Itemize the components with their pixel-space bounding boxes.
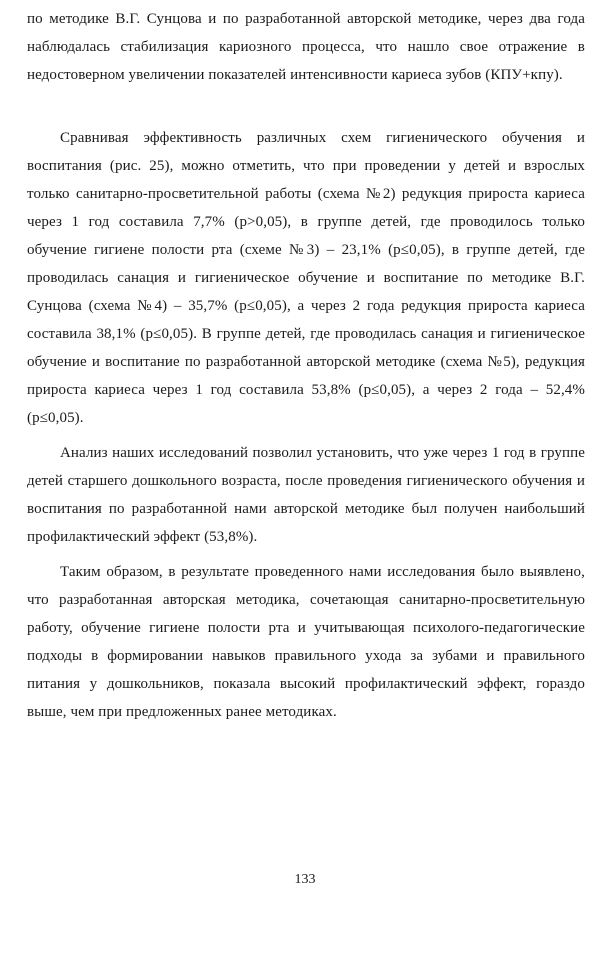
page-number: 133 — [294, 872, 316, 887]
paragraph-analysis: Анализ наших исследований позволил установить, что уже через 1 год в группе детей старшего дошкольного возраста, после проведения гигиенического обучения и воспитания по разработанной нами авторской методике был получен наибольший профилактический эффект (53,8%). — [27, 445, 585, 545]
paragraph-continuation: по методике В.Г. Сунцова и по разработанной авторской методике, через два года наблюдалась стабилизация кариозного процесса, что нашло свое отражение в недостоверном увеличении показателей интенсивности кариеса зубов (КПУ+кпу). — [27, 11, 585, 83]
paragraph-comparison-schemes: Сравнивая эффективность различных схем гигиенического обучения и воспитания (рис. 25), можно отметить, что при проведении у детей и взрослых только санитарно-просветительной работы (схема №2) редукция прироста кариеса через 1 год составила 7,7% (р>0,05), в группе детей, где проводилось только обучение гигиене полости рта (схеме №3) – 23,1% (р≤0,05), в группе детей, где проводилась санация и гигиеническое обучение и воспитание по методике В.Г. Сунцова (схема №4) – 35,7% (р≤0,05), а через 2 года редукция прироста кариеса составила 38,1% (р≤0,05). В группе детей, где проводилась санация и гигиеническое обучение и воспитание по разработанной авторской методике (схема №5), редукция прироста кариеса через 1 год составила 53,8% (р≤0,05), а через 2 года – 52,4% (р≤0,05). — [27, 130, 585, 426]
paragraph-conclusion: Таким образом, в результате проведенного нами исследования было выявлено, что разработанная авторская методика, сочетающая санитарно-просветительную работу, обучение гигиене полости рта и учитывающая психолого-педагогические подходы в формировании навыков правильного ухода за зубами и правильного питания у дошкольников, показала высокий профилактический эффект, гораздо выше, чем при предложенных ранее методиках. — [27, 564, 585, 720]
